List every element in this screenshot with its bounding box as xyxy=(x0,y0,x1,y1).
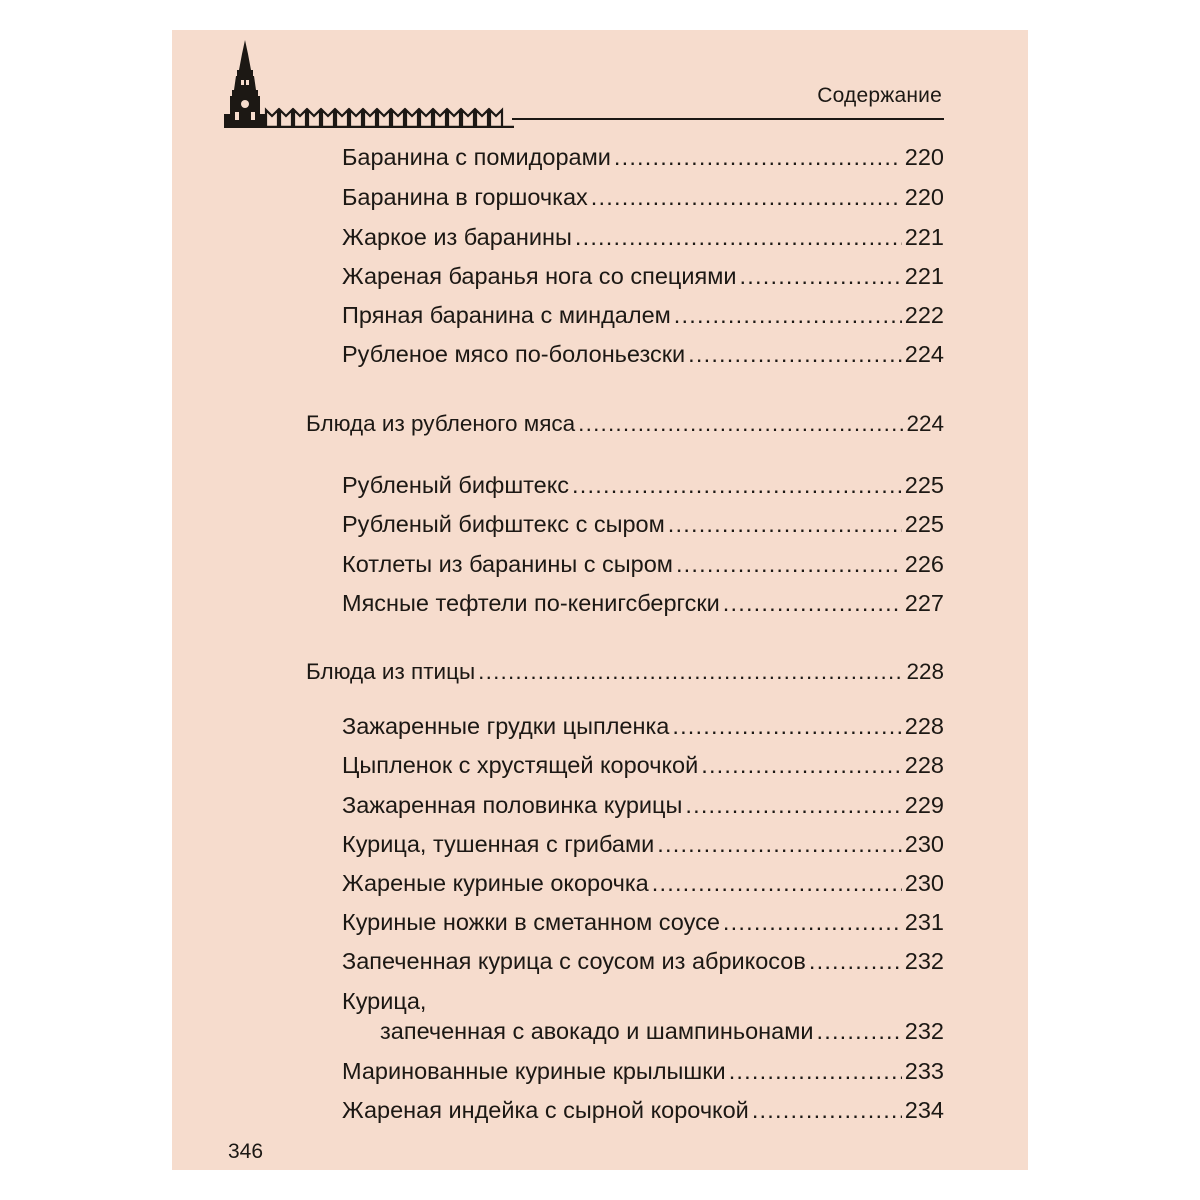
toc-entry-title: Курица, xyxy=(342,988,427,1014)
dot-leader xyxy=(674,300,902,330)
toc-entry-title: Куриные ножки в сметанном соусе xyxy=(342,909,720,935)
toc-entry-title: Жареная индейка с сырной корочкой xyxy=(342,1097,749,1123)
toc-entry-title: Баранина в горшочках xyxy=(342,184,588,210)
dot-leader xyxy=(668,509,902,539)
dot-leader xyxy=(809,946,902,976)
toc-entry-title: Жаркое из баранины xyxy=(342,224,572,250)
toc-entry xyxy=(342,907,944,937)
toc-entry-page: 220 xyxy=(904,184,944,210)
dot-leader xyxy=(578,409,903,439)
toc-entry-title: Цыпленок с хрустящей корочкой xyxy=(342,752,699,778)
toc-entry-title: запеченная с авокадо и шампиньонами xyxy=(380,1018,814,1044)
toc-entry-title: Жареные куриные окорочка xyxy=(342,870,649,896)
dot-leader xyxy=(740,261,902,291)
toc-entry-page: 220 xyxy=(904,144,944,170)
dot-leader xyxy=(657,829,902,859)
toc-entry xyxy=(342,790,944,820)
toc-entry xyxy=(342,261,944,291)
toc-entry-page: 222 xyxy=(904,302,944,328)
toc-entry-page: 232 xyxy=(904,1018,944,1044)
dot-leader xyxy=(729,1056,902,1086)
toc-entry xyxy=(342,182,944,212)
toc-entry-title: Рубленый бифштекс xyxy=(342,472,570,498)
toc-entry xyxy=(342,470,944,500)
dot-leader xyxy=(723,907,902,937)
toc-entry-page: 221 xyxy=(904,224,944,250)
dot-leader xyxy=(701,750,902,780)
toc-entry-page: 225 xyxy=(904,472,944,498)
toc-entry xyxy=(342,339,944,369)
toc-entry xyxy=(342,868,944,898)
toc-section-title: Блюда из рубленого мяса xyxy=(306,411,576,436)
toc-entry-title: Рубленое мясо по-болоньезски xyxy=(342,341,686,367)
toc-entry-page: 227 xyxy=(904,590,944,616)
toc-entry-title: Курица, тушенная с грибами xyxy=(342,831,655,857)
toc-entry-page: 226 xyxy=(904,551,944,577)
toc-entry xyxy=(342,750,944,780)
toc-entry-page: 230 xyxy=(904,831,944,857)
dot-leader xyxy=(752,1095,902,1125)
toc-entry-page: 233 xyxy=(904,1058,944,1084)
toc-entry-title: Мясные тефтели по-кенигсбергски xyxy=(342,590,720,616)
toc-entry-title: Маринованные куриные крылышки xyxy=(342,1058,726,1084)
toc-entry-title: Рубленый бифштекс с сыром xyxy=(342,511,665,537)
dot-leader xyxy=(672,711,901,741)
toc-entry-page: 224 xyxy=(904,341,944,367)
toc-entry xyxy=(342,829,944,859)
toc-entry xyxy=(342,509,944,539)
dot-leader xyxy=(688,339,902,369)
running-head: Содержание xyxy=(817,84,942,107)
toc-entry-page: 228 xyxy=(904,752,944,778)
toc-section-page: 224 xyxy=(906,411,944,436)
dot-leader xyxy=(685,790,901,820)
toc-entry xyxy=(342,946,944,976)
toc-section xyxy=(306,657,944,687)
book-page xyxy=(172,30,1028,1170)
toc-entry-page: 231 xyxy=(904,909,944,935)
toc-entry-title: Пряная баранина с миндалем xyxy=(342,302,671,328)
toc-entry xyxy=(342,300,944,330)
toc-section-page: 228 xyxy=(906,659,944,684)
toc-entry-title: Баранина с помидорами xyxy=(342,144,611,170)
toc-entry-title: Зажаренная половинка курицы xyxy=(342,792,683,818)
toc-entry xyxy=(342,1095,944,1125)
toc-entry-page: 225 xyxy=(904,511,944,537)
dot-leader xyxy=(652,868,902,898)
toc-entry-page: 232 xyxy=(904,948,944,974)
toc-entry-first-line xyxy=(342,986,944,1016)
toc-entry-page: 228 xyxy=(904,713,944,739)
toc-entry-title: Запеченная курица с соусом из абрикосов xyxy=(342,948,806,974)
toc-entry xyxy=(342,588,944,618)
dot-leader xyxy=(575,222,902,252)
toc-section-title: Блюда из птицы xyxy=(306,659,476,684)
toc-entry xyxy=(342,142,944,172)
dot-leader xyxy=(591,182,902,212)
toc-entry-page: 221 xyxy=(904,263,944,289)
toc-entry-page: 229 xyxy=(904,792,944,818)
toc-entry-title: Зажаренные грудки цыпленка xyxy=(342,713,670,739)
toc-entry-page: 230 xyxy=(904,870,944,896)
toc-entry xyxy=(342,711,944,741)
table-of-contents xyxy=(172,30,1028,1170)
dot-leader xyxy=(478,657,903,687)
toc-entry-title: Котлеты из баранины с сыром xyxy=(342,551,673,577)
toc-entry xyxy=(342,222,944,252)
toc-entry-title: Жареная баранья нога со специями xyxy=(342,263,737,289)
dot-leader xyxy=(816,1016,901,1046)
dot-leader xyxy=(676,549,902,579)
page-number: 346 xyxy=(228,1140,264,1163)
dot-leader xyxy=(723,588,902,618)
toc-entry-page: 234 xyxy=(904,1097,944,1123)
toc-entry xyxy=(342,1056,944,1086)
toc-entry xyxy=(342,549,944,579)
toc-entry xyxy=(342,1016,944,1046)
dot-leader xyxy=(572,470,902,500)
dot-leader xyxy=(614,142,902,172)
toc-section xyxy=(306,409,944,439)
